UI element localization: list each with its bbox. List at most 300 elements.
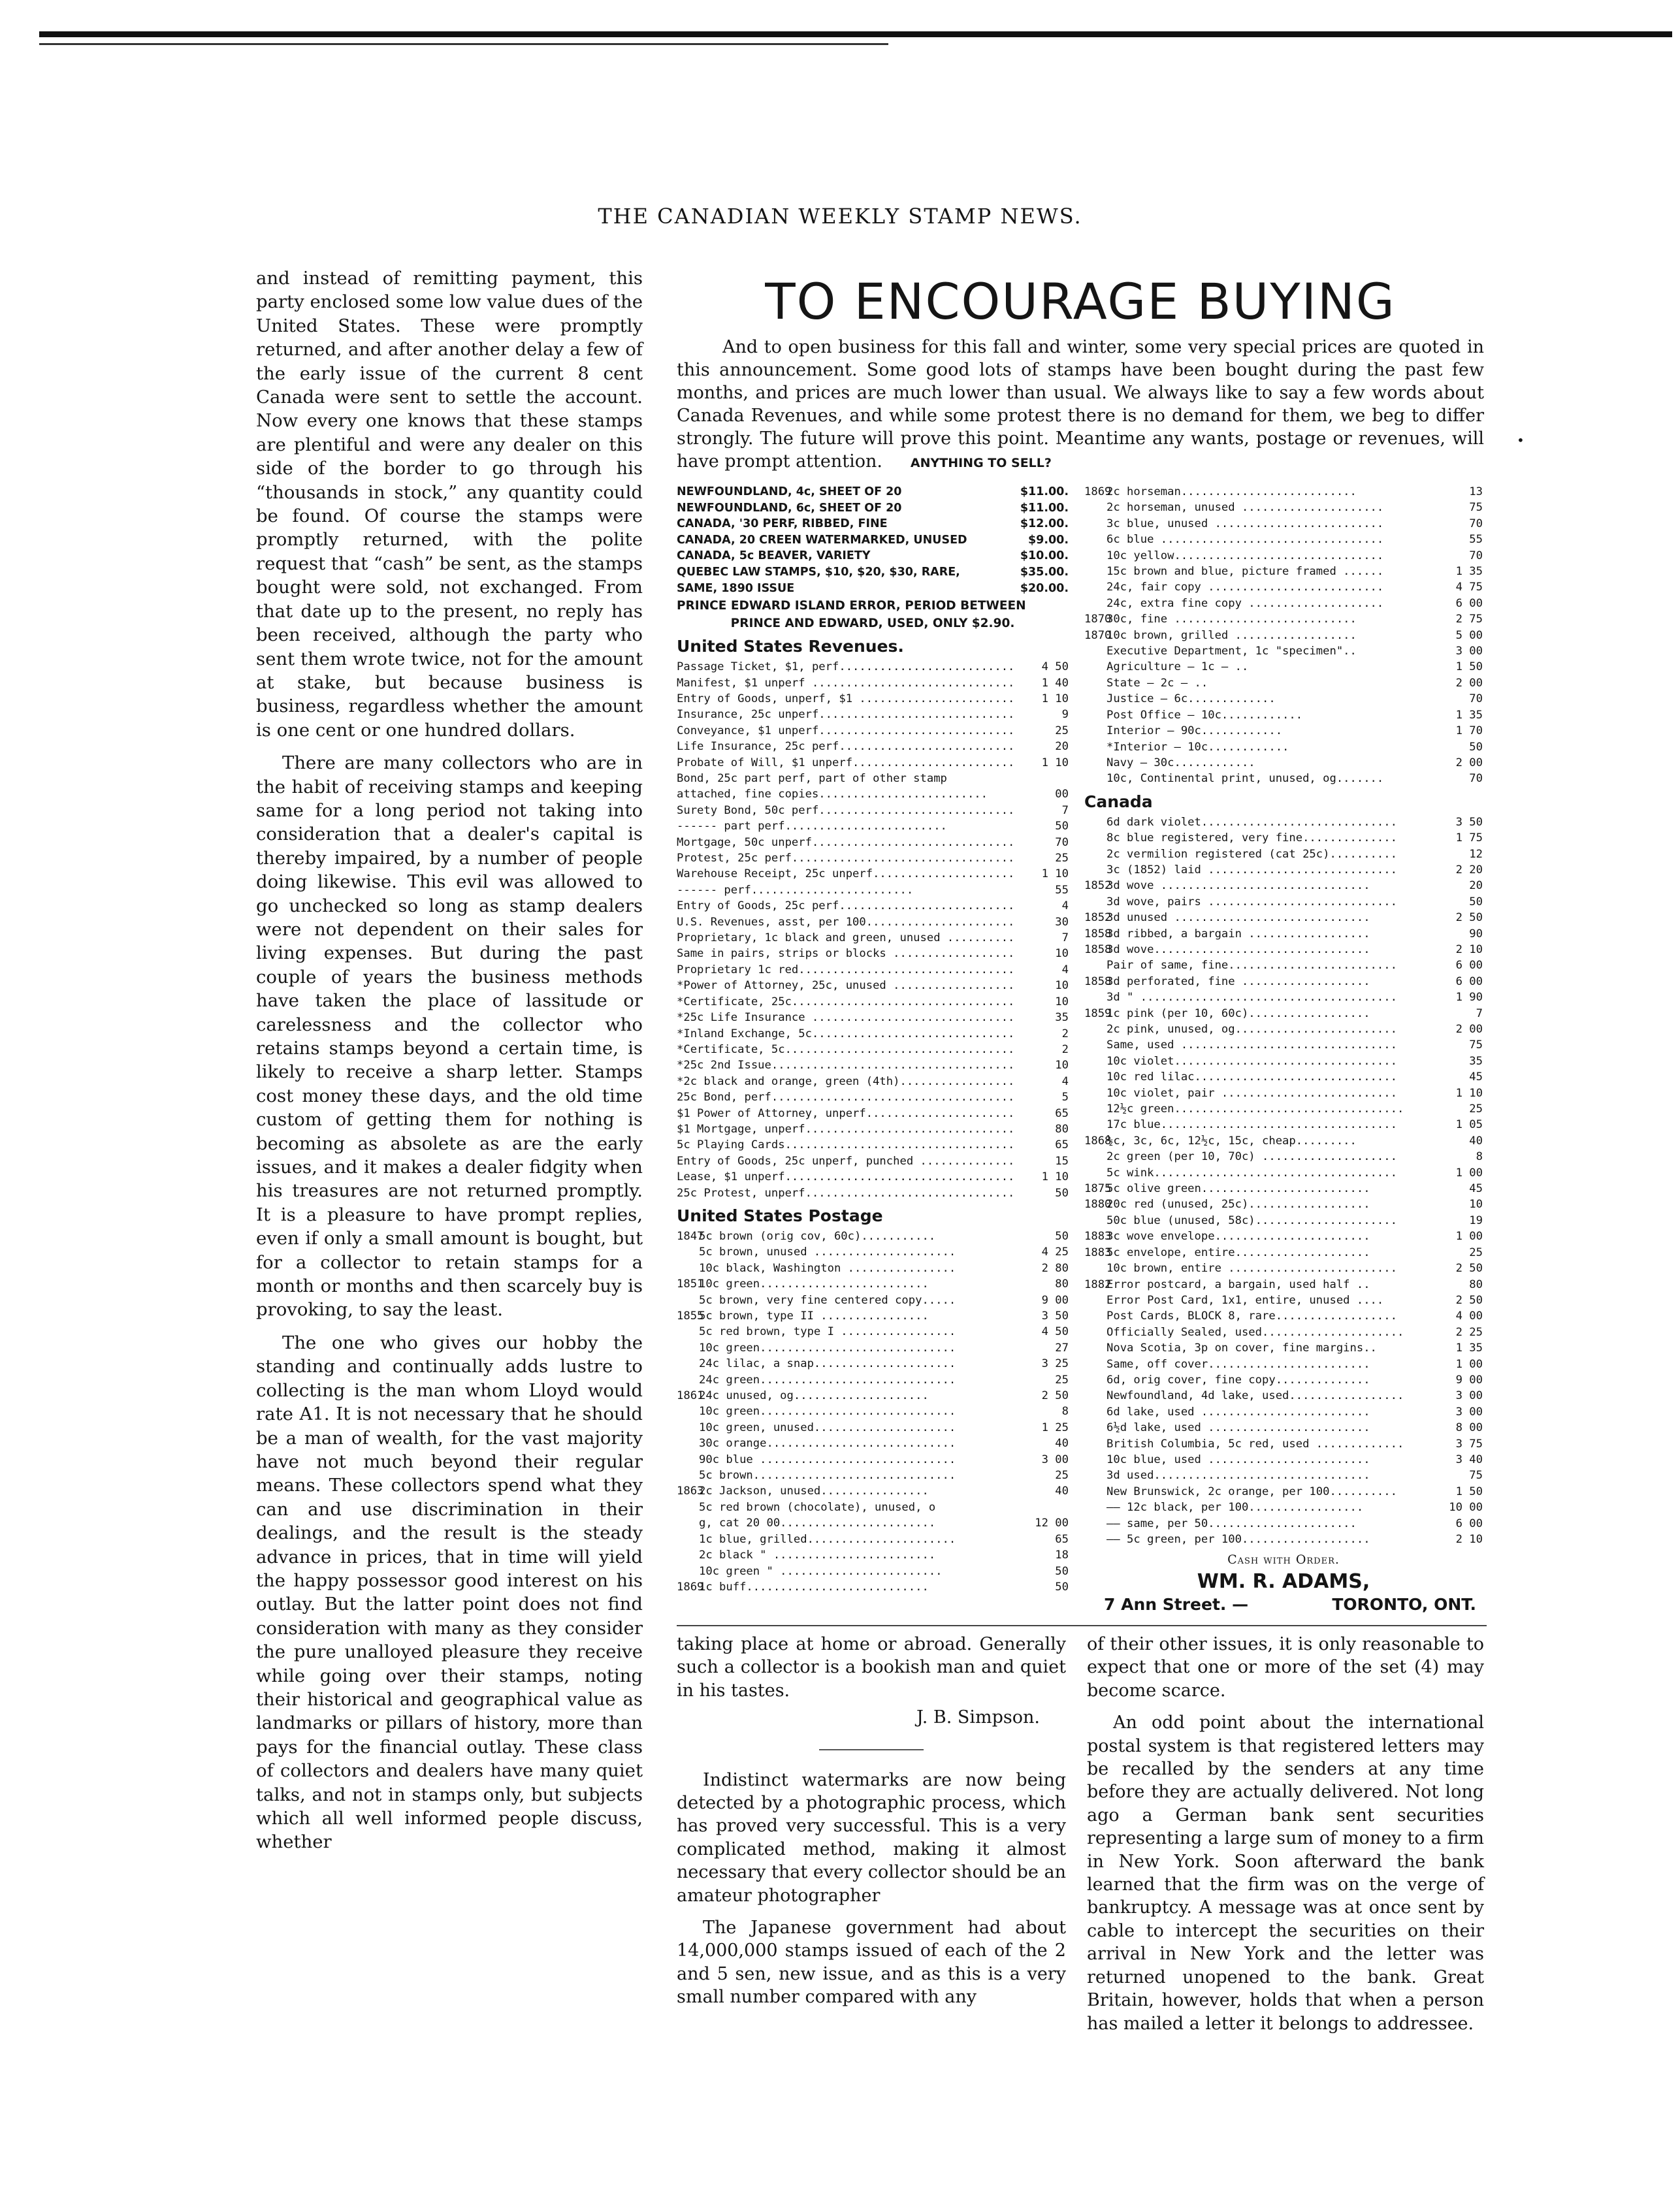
issue-year: 1868 — [1084, 1134, 1112, 1148]
item-label: CANADA, 20 CREEN WATERMARKED, UNUSED — [677, 533, 967, 547]
issue-year — [1084, 1357, 1107, 1372]
issue-year: 1858 — [1084, 942, 1112, 956]
item-price: 90 — [1469, 927, 1483, 941]
item-label: 10c black, Washington ................ — [699, 1261, 956, 1275]
item-label: 30c orange............................ — [699, 1437, 956, 1451]
item-label: 17c blue................................... — [1107, 1118, 1397, 1132]
item-label: *Inland Exchange, 5c.............................. — [677, 1027, 1015, 1040]
item-label: Protest, 25c perf................................. — [677, 852, 1015, 865]
price-row — [677, 914, 1069, 930]
issue-year — [1084, 957, 1107, 973]
item-price: 2 00 — [1455, 676, 1483, 690]
price-row — [677, 500, 1069, 517]
item-label: 5c envelope, entire.................... — [1107, 1246, 1370, 1259]
item-label: —— 12c black, per 100................. — [1107, 1501, 1364, 1515]
item-label: $1 Power of Attorney, unperf...................... — [677, 1106, 1015, 1120]
issue-year — [1084, 532, 1107, 547]
item-price: 50 — [1469, 895, 1483, 909]
item-label: CANADA, 5c BEAVER, VARIETY — [677, 549, 871, 563]
price-row — [677, 564, 1069, 581]
item-price: 2 50 — [1455, 1262, 1483, 1276]
price-row — [677, 978, 1069, 993]
item-label: Manifest, $1 unperf .............................. — [677, 676, 1015, 690]
item-price: 10 — [1055, 979, 1069, 993]
item-price: 1 00 — [1455, 1357, 1483, 1371]
issue-year — [1084, 1325, 1107, 1340]
item-price: 1 50 — [1455, 660, 1483, 674]
price-row — [1084, 500, 1483, 515]
item-price: 2 25 — [1455, 1325, 1483, 1339]
price-row — [1084, 1452, 1483, 1468]
item-label: Same, used ................................ — [1107, 1038, 1397, 1052]
item-label: Probate of Will, $1 unperf........................ — [677, 756, 1015, 769]
item-label: 10c green " ........................ — [699, 1564, 943, 1578]
issue-year — [1084, 643, 1107, 659]
issue-year: 1863 — [677, 1485, 704, 1498]
price-row — [677, 803, 1069, 818]
item-price: 50 — [1055, 820, 1069, 833]
item-label: Proprietary 1c red................................ — [677, 963, 1015, 976]
issue-year — [1084, 1388, 1107, 1404]
item-price: 75 — [1469, 1038, 1483, 1052]
postal-system-paragraph: An odd point about the international postal system is that registered letters may be recalled by the senders at any time before they are actually delivered. Not long ago a German bank sent securities representing a large sum of money to a firm in New York. Soon afterward the bank learned that the firm was on the verge of bankruptcy. A message was at once sent by cable to intercept the securities on their arrival in New York and the letter was returned unopened to the bank. Great Britain, however, holds that when a person has mailed a letter it belongs to addressee. — [1087, 1713, 1484, 2034]
advert-left-list — [677, 484, 1069, 1615]
item-price: 6 00 — [1455, 1517, 1483, 1530]
price-row — [1084, 675, 1483, 691]
item-price: 65 — [1055, 1532, 1069, 1546]
price-row — [1084, 532, 1483, 547]
issue-year: 1861 — [677, 1389, 704, 1403]
canada-heading: Canada — [1084, 792, 1153, 811]
item-label: 3d used................................ — [1107, 1469, 1370, 1483]
price-row — [677, 1137, 1069, 1153]
issue-year — [1084, 564, 1107, 579]
item-price: 8 — [1061, 1405, 1069, 1419]
price-row — [677, 1121, 1069, 1137]
price-row — [1084, 1053, 1483, 1069]
item-label: *Certificate, 5c.................................. — [677, 1042, 1015, 1056]
advert-sell-line: ANYTHING TO SELL? — [910, 456, 1052, 470]
item-price: 2 10 — [1455, 942, 1483, 956]
item-price: 80 — [1055, 1122, 1069, 1136]
price-row — [677, 1229, 1069, 1244]
issue-year: 1883 — [1084, 1230, 1112, 1244]
item-price: 70 — [1469, 692, 1483, 706]
price-row — [1084, 1277, 1483, 1293]
price-row — [1084, 1340, 1483, 1356]
issue-year — [677, 1515, 699, 1531]
item-label: Life Insurance, 25c perf.......................... — [677, 740, 1015, 754]
issue-year — [677, 1244, 699, 1260]
item-label: 24c, extra fine copy .................... — [1107, 596, 1384, 610]
item-price: 65 — [1055, 1106, 1069, 1120]
item-label: 24c green............................. — [699, 1373, 956, 1387]
issue-year: 1875 — [1084, 1182, 1112, 1196]
item-price: 4 — [1061, 899, 1069, 913]
item-label: Navy — 30c............ — [1107, 756, 1255, 769]
top-border-shadow — [39, 43, 888, 45]
price-row — [677, 1169, 1069, 1185]
price-row — [677, 1153, 1069, 1169]
price-row — [677, 1579, 1069, 1595]
item-label: Post Office — 10c............ — [1107, 708, 1303, 722]
issue-year — [1084, 1372, 1107, 1388]
item-label: 5c brown.............................. — [699, 1469, 956, 1483]
price-row — [1084, 910, 1483, 925]
item-price: 8 — [1476, 1150, 1483, 1164]
issue-year — [677, 1564, 699, 1579]
price-row — [677, 1074, 1069, 1089]
price-row — [1084, 1085, 1483, 1101]
issue-year — [677, 1261, 699, 1276]
price-row — [1084, 1149, 1483, 1165]
issue-year — [1084, 1308, 1107, 1324]
issue-year: 1851 — [677, 1278, 704, 1291]
price-row — [1084, 739, 1483, 755]
price-row — [677, 1026, 1069, 1042]
item-price: 1 00 — [1455, 1166, 1483, 1180]
item-label: 1c buff........................... — [699, 1580, 929, 1594]
item-price: 4 50 — [1041, 660, 1069, 674]
pei-error-line: PRINCE EDWARD ISLAND ERROR, PERIOD BETWEEN — [677, 599, 1026, 613]
price-row — [677, 1010, 1069, 1025]
item-price: 1 40 — [1041, 676, 1069, 690]
item-label: 24c, fair copy .......................... — [1107, 581, 1384, 594]
item-label: 24c unused, og.................... — [699, 1389, 929, 1403]
item-price: 4 25 — [1041, 1246, 1069, 1259]
issue-year: 1852 — [1084, 911, 1112, 925]
item-price: 13 — [1469, 485, 1483, 498]
item-label: 5c red brown, type I ................. — [699, 1325, 956, 1339]
item-label: 3c (1852) laid ............................ — [1107, 863, 1397, 876]
issue-year: 1855 — [677, 1310, 704, 1323]
issue-year — [677, 1436, 699, 1451]
price-row — [1084, 974, 1483, 989]
issue-year — [1084, 1436, 1107, 1452]
price-row — [1084, 596, 1483, 611]
price-row — [1084, 1404, 1483, 1420]
dealer-name: WM. R. ADAMS, — [1197, 1570, 1370, 1594]
issue-year — [1084, 1101, 1107, 1117]
item-label: 10c brown, grilled .................. — [1107, 628, 1357, 642]
item-price: 2 50 — [1455, 1293, 1483, 1307]
price-row — [1084, 1069, 1483, 1085]
price-row — [1084, 1117, 1483, 1133]
item-label: 2c vermilion registered (cat 25c).......... — [1107, 847, 1397, 861]
item-price: 3 50 — [1455, 815, 1483, 829]
item-price: 8 00 — [1455, 1421, 1483, 1435]
price-row — [1084, 1245, 1483, 1261]
item-label: attached, fine copies......................... — [677, 788, 988, 801]
item-price: 1 10 — [1041, 1170, 1069, 1184]
advert-intro-text: And to open business for this fall and winter, some very special prices are quoted in this announcement. Some good lots of stamps have been bought during the past few months, and prices are much lower than usual. We always like to say a few words about Canada Revenues, and while some protest there is no demand for them, we beg to differ strongly. The future will prove this point. Meantime any wants, postage or revenues, will have prompt attention. — [677, 337, 1484, 472]
item-label: $1 Mortgage, unperf............................... — [677, 1122, 1015, 1136]
item-label: *2c black and orange, green (4th)................. — [677, 1074, 1015, 1088]
item-price — [1035, 771, 1069, 786]
item-price: 35 — [1055, 1011, 1069, 1025]
item-label: Conveyance, $1 unperf............................. — [677, 724, 1015, 737]
item-price: $12.00. — [1020, 517, 1069, 531]
price-row — [1084, 1197, 1483, 1212]
price-row — [677, 1356, 1069, 1372]
item-label: 3d wove................................ — [1107, 942, 1370, 956]
item-price: 7 — [1061, 803, 1069, 817]
item-price: 10 — [1055, 995, 1069, 1008]
item-price: 1 90 — [1455, 991, 1483, 1005]
issue-year: 1882 — [1084, 1278, 1112, 1291]
price-row — [677, 1324, 1069, 1340]
issue-year: 1870 — [1084, 613, 1112, 626]
item-price: 25 — [1055, 724, 1069, 737]
issue-year — [677, 1532, 699, 1547]
price-row — [1084, 942, 1483, 957]
price-row — [1084, 564, 1483, 579]
issue-year: 1883 — [1084, 1246, 1112, 1259]
item-label: 6d dark violet............................. — [1107, 815, 1397, 829]
item-label: Pair of same, fine......................... — [1107, 959, 1397, 973]
item-price: 1 10 — [1455, 1086, 1483, 1100]
item-price: 20 — [1469, 879, 1483, 893]
issue-year — [1084, 1117, 1107, 1133]
price-row — [677, 484, 1069, 500]
item-price: 70 — [1469, 517, 1483, 530]
item-label: 12½c green.................................. — [1107, 1102, 1404, 1116]
price-row — [1084, 1388, 1483, 1404]
issue-year: 1852 — [1084, 879, 1112, 893]
issue-year — [1084, 830, 1107, 846]
price-row — [1084, 579, 1483, 595]
item-label: Agriculture — 1c — .. — [1107, 660, 1249, 674]
issue-year: 1858 — [1084, 927, 1112, 941]
item-label: 6½d lake, used ........................ — [1107, 1421, 1370, 1435]
item-label: State — 2c — .. — [1107, 676, 1208, 690]
item-price: 1 10 — [1041, 756, 1069, 769]
price-row — [1084, 755, 1483, 771]
article-separator — [819, 1749, 924, 1750]
item-price: 1 35 — [1455, 708, 1483, 722]
price-row — [677, 1106, 1069, 1121]
item-label: British Columbia, 5c red, used ............. — [1107, 1437, 1404, 1451]
item-price: 9 00 — [1455, 1373, 1483, 1387]
item-label: 10c blue, used ........................ — [1107, 1453, 1370, 1466]
item-price: 9 — [1061, 708, 1069, 722]
item-price: 80 — [1055, 1278, 1069, 1291]
price-row — [1084, 1308, 1483, 1324]
continuation-text: taking place at home or abroad. Generally such a collector is a bookish man and quiet in his tastes. — [677, 1634, 1066, 1701]
issue-year — [1084, 989, 1107, 1005]
item-label: 3c wove envelope....................... — [1107, 1230, 1370, 1244]
item-label: 3d ribbed, a bargain .................. — [1107, 927, 1370, 941]
item-label: *25c 2nd Issue.................................... — [677, 1059, 1015, 1072]
item-label: Entry of Goods, 25c perf.......................... — [677, 899, 1015, 913]
item-price: 19 — [1469, 1214, 1483, 1227]
issue-year — [1084, 1484, 1107, 1500]
price-row — [1084, 516, 1483, 532]
item-price: 55 — [1469, 533, 1483, 547]
issue-year — [1084, 723, 1107, 739]
item-price: 1 75 — [1455, 831, 1483, 845]
item-price: 70 — [1469, 772, 1483, 786]
margin-speck: • — [1517, 432, 1525, 448]
issue-year — [1084, 1069, 1107, 1085]
item-label: 6c blue ................................. — [1107, 533, 1384, 547]
left-paragraph: There are many collectors who are in the habit of receiving stamps and keeping same for a long period not taking into consideration that a dealer's capital is thereby impaired, by a number of people doing likewise. This evil was allowed to go unchecked so long as stamp dealers were not dependent on their sales for living expenses. But during the past couple of years the business methods have taken the place of lassitude or carelessness and the collector who retains stamps beyond a certain time, is likely to receive a sharp letter. Stamps cost money these days, and the old time custom of getting them for nothing is becoming as absolete as are the early issues, and it makes a dealer fidgity when his treasures are not returned promptly. It is a pleasure to have prompt replies, even if only a small amount is bought, but for a collector to retain stamps for a month or months and then scarcely buy is provoking, to say the least. — [256, 752, 643, 1321]
item-label: 10c, Continental print, unused, og....... — [1107, 772, 1384, 786]
issue-year: 1859 — [1084, 1006, 1112, 1020]
item-label: 10c violet................................. — [1107, 1054, 1397, 1068]
item-price: 2 10 — [1455, 1533, 1483, 1546]
item-label: 10c green......................... — [699, 1278, 929, 1291]
item-label: Error postcard, a bargain, used half .. — [1107, 1278, 1370, 1291]
item-price: 4 75 — [1455, 581, 1483, 594]
issue-year — [1084, 675, 1107, 691]
price-row — [677, 1261, 1069, 1276]
price-row — [677, 707, 1069, 722]
item-label: Surety Bond, 50c perf............................. — [677, 803, 1015, 817]
item-label: Newfoundland, 4d lake, used................. — [1107, 1389, 1404, 1403]
item-label: ------ part perf........................ — [677, 820, 947, 833]
price-row — [1084, 1293, 1483, 1308]
price-row — [677, 1057, 1069, 1073]
item-label: 8c blue registered, very fine.............. — [1107, 831, 1397, 845]
issue-year — [1084, 1149, 1107, 1165]
price-row — [1084, 548, 1483, 564]
item-price: 70 — [1469, 549, 1483, 562]
price-row — [1084, 1436, 1483, 1452]
price-row — [1084, 1261, 1483, 1276]
price-row — [1084, 1037, 1483, 1053]
right-column — [1087, 1633, 1484, 2035]
price-row — [677, 882, 1069, 898]
price-row — [677, 581, 1069, 597]
price-row — [677, 755, 1069, 771]
price-row — [677, 1532, 1069, 1547]
advert-intro — [677, 336, 1484, 475]
item-price: 50 — [1055, 1186, 1069, 1200]
price-row — [677, 1500, 1069, 1515]
price-row — [1084, 628, 1483, 643]
item-label: —— 5c green, per 100................... — [1107, 1533, 1370, 1546]
item-label: 10c red lilac.............................. — [1107, 1070, 1397, 1084]
price-row — [677, 866, 1069, 882]
item-price: 40 — [1055, 1485, 1069, 1498]
item-price: 10 — [1055, 947, 1069, 961]
issue-year — [677, 1468, 699, 1483]
item-price: 1 10 — [1041, 867, 1069, 881]
item-label: Justice — 6c............. — [1107, 692, 1276, 706]
item-price: 25 — [1469, 1246, 1483, 1259]
issue-year — [1084, 1532, 1107, 1547]
street: 7 Ann Street. — — [1104, 1595, 1249, 1615]
item-label: 10c brown, entire ......................... — [1107, 1262, 1397, 1276]
item-price: 27 — [1055, 1341, 1069, 1355]
price-row — [677, 516, 1069, 532]
price-row — [1084, 1229, 1483, 1244]
issue-year — [1084, 659, 1107, 675]
advertisement — [677, 273, 1484, 1615]
price-row — [1084, 611, 1483, 627]
item-label: 2c black " ........................ — [699, 1549, 936, 1562]
item-price: 20 — [1055, 740, 1069, 754]
item-price: 1 70 — [1455, 724, 1483, 738]
item-label: QUEBEC LAW STAMPS, $10, $20, $30, RARE, — [677, 565, 960, 579]
price-row — [677, 1547, 1069, 1563]
item-price: 5 — [1061, 1091, 1069, 1104]
item-price: $20.00. — [1020, 581, 1069, 595]
price-row — [1084, 723, 1483, 739]
item-price: 12 — [1469, 847, 1483, 861]
issue-year — [1084, 1516, 1107, 1532]
item-label: Interior — 90c............ — [1107, 724, 1283, 738]
item-label: ------ perf........................ — [677, 883, 914, 897]
issue-year — [1084, 1500, 1107, 1515]
item-price: 35 — [1469, 1054, 1483, 1068]
item-price: 12 00 — [1035, 1517, 1069, 1530]
item-price: $9.00. — [1027, 533, 1069, 547]
item-price: 1 50 — [1455, 1485, 1483, 1498]
item-price: 00 — [1055, 788, 1069, 801]
item-label: 15c brown and blue, picture framed ...... — [1107, 565, 1384, 579]
issue-year — [1084, 1404, 1107, 1420]
item-price: 6 00 — [1455, 959, 1483, 973]
left-column — [256, 266, 643, 1854]
price-row — [1084, 1165, 1483, 1181]
item-label: 2c horseman.......................... — [1107, 485, 1357, 498]
bold-offers — [677, 484, 1069, 596]
item-label: Post Cards, BLOCK 8, rare.................. — [1107, 1310, 1397, 1323]
item-price: 25 — [1055, 852, 1069, 865]
price-row — [677, 1372, 1069, 1388]
price-row — [1084, 1181, 1483, 1197]
price-row — [1084, 643, 1483, 659]
issue-year — [1084, 500, 1107, 515]
item-label: Mortgage, 50c unperf.............................. — [677, 835, 1015, 849]
item-price: 40 — [1055, 1437, 1069, 1451]
price-row — [1084, 707, 1483, 723]
item-price: 2 00 — [1455, 756, 1483, 769]
item-label: *Power of Attorney, 25c, unused .................. — [677, 979, 1015, 993]
price-row — [677, 691, 1069, 707]
item-price: 75 — [1469, 501, 1483, 515]
item-price: 45 — [1469, 1182, 1483, 1196]
item-price: 10 00 — [1449, 1501, 1483, 1515]
item-price: 3 75 — [1455, 1437, 1483, 1451]
price-row — [677, 1420, 1069, 1436]
price-row — [677, 1436, 1069, 1451]
item-label: *Interior — 10c............ — [1107, 740, 1289, 754]
us-revenues-heading: United States Revenues. — [677, 637, 904, 656]
item-price: 2 00 — [1455, 1023, 1483, 1036]
price-row — [1084, 814, 1483, 830]
issue-year — [1084, 1420, 1107, 1436]
price-row — [1084, 957, 1483, 973]
item-price: 2 80 — [1041, 1261, 1069, 1275]
item-price: 50 — [1055, 1564, 1069, 1578]
item-label: 10c green............................. — [699, 1341, 956, 1355]
item-label: 5c brown, unused ..................... — [699, 1246, 956, 1259]
price-row — [677, 1185, 1069, 1201]
price-row — [1084, 1484, 1483, 1500]
item-label: 5c brown, type II ................ — [699, 1310, 929, 1323]
item-label: ½c, 3c, 6c, 12½c, 15c, cheap......... — [1107, 1134, 1357, 1148]
price-row — [677, 548, 1069, 564]
issue-year — [1084, 755, 1107, 771]
item-label: 3d wove, pairs ............................ — [1107, 895, 1397, 909]
issue-year: 1870 — [1084, 628, 1112, 642]
running-head: THE CANADIAN WEEKLY STAMP NEWS. — [598, 204, 1082, 229]
item-price: $35.00. — [1020, 565, 1069, 579]
dealer-address — [1084, 1594, 1483, 1615]
